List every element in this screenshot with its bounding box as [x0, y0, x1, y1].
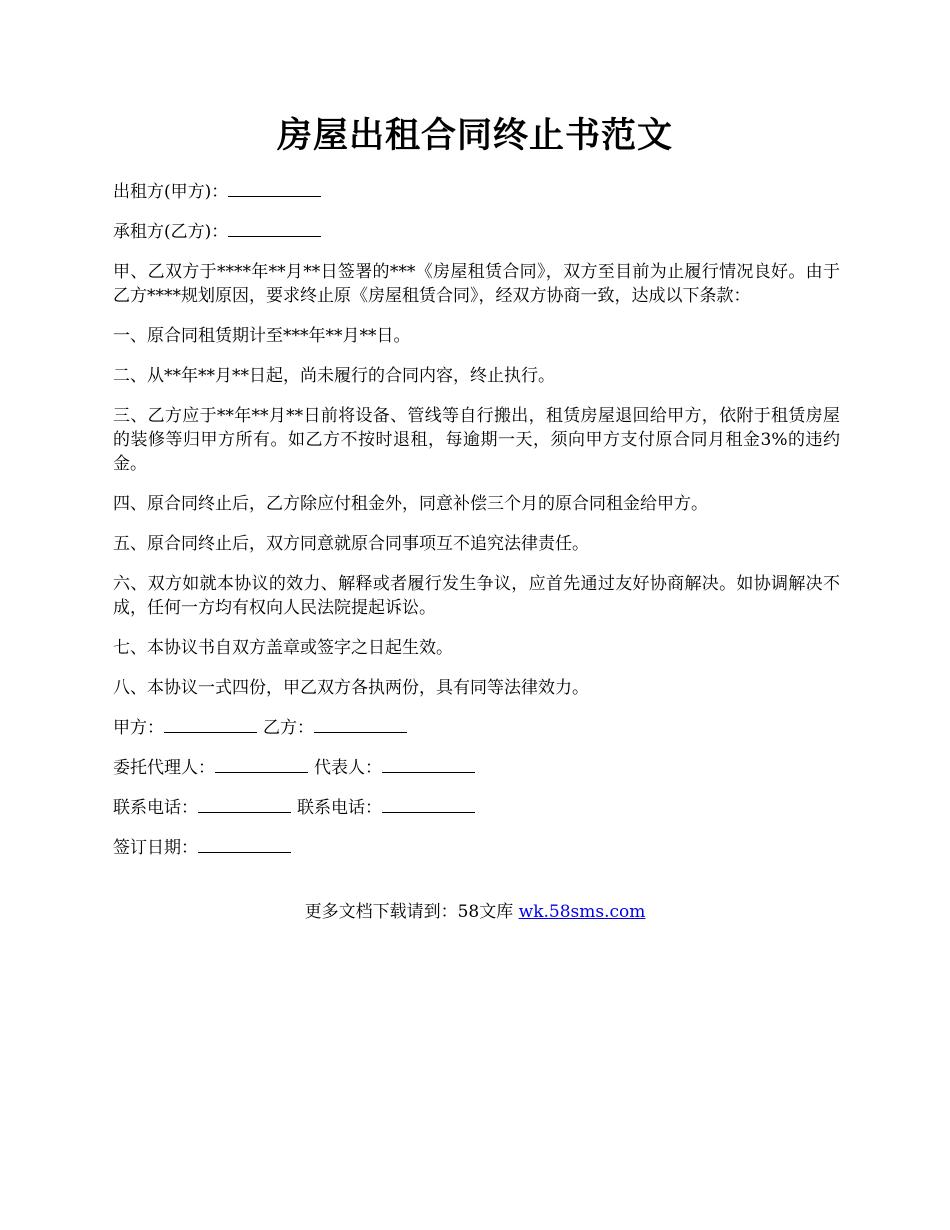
party-a-blank: [164, 718, 257, 733]
clause-7: 七、本协议书自双方盖章或签字之日起生效。: [113, 638, 453, 658]
document-title: 房屋出租合同终止书范文: [276, 115, 673, 156]
clause-4: 四、原合同终止后，乙方除应付租金外，同意补偿三个月的原合同租金给甲方。: [113, 494, 708, 514]
lessee-line: [113, 220, 840, 244]
representative-label: 代表人：: [314, 758, 382, 778]
agent-label: 委托代理人：: [113, 758, 215, 778]
phone-b-label: 联系电话：: [297, 798, 382, 818]
lessor-blank: [228, 182, 321, 197]
lessee-blank: [228, 222, 321, 237]
clause-6: 六、双方如就本协议的效力、解释或者履行发生争议，应首先通过友好协商解决。如协调解决不成，任何一方均有权向人民法院提起诉讼。: [113, 574, 840, 618]
date-blank: [198, 838, 291, 853]
footer-text: 更多文档下载请到：58文库: [304, 902, 519, 922]
date-label: 签订日期：: [113, 838, 198, 858]
lessor-line: [113, 180, 840, 204]
party-a-label: 甲方：: [113, 718, 164, 738]
agent-blank: [215, 758, 308, 773]
footer-note: [0, 900, 950, 924]
signature-date-line: [113, 836, 840, 860]
party-b-label: 乙方：: [263, 718, 314, 738]
phone-a-label: 联系电话：: [113, 798, 198, 818]
intro-paragraph: 甲、乙双方于****年**月**日签署的***《房屋租赁合同》，双方至目前为止履行情况良好。由于乙方****规划原因，要求终止原《房屋租赁合同》，经双方协商一致，达成以下条款：: [113, 262, 840, 306]
phone-a-blank: [198, 798, 291, 813]
document-body: [113, 180, 840, 876]
signature-phone-line: [113, 796, 840, 820]
clause-8: 八、本协议一式四份，甲乙双方各执两份，具有同等法律效力。: [113, 678, 589, 698]
clause-3: 三、乙方应于**年**月**日前将设备、管线等自行搬出，租赁房屋退回给甲方，依附于租赁房屋的装修等归甲方所有。如乙方不按时退租，每逾期一天，须向甲方支付原合同月租金3%的违约金。: [113, 406, 840, 474]
signature-agent-line: [113, 756, 840, 780]
clause-1: 一、原合同租赁期计至***年**月**日。: [113, 326, 411, 346]
lessee-label: 承租方(乙方)：: [113, 222, 229, 242]
footer-link[interactable]: wk.58sms.com: [518, 902, 646, 922]
representative-blank: [382, 758, 475, 773]
phone-b-blank: [382, 798, 475, 813]
clause-2: 二、从**年**月**日起，尚未履行的合同内容，终止执行。: [113, 366, 555, 386]
lessor-label: 出租方(甲方)：: [113, 182, 229, 202]
signature-parties-line: [113, 716, 840, 740]
party-b-blank: [314, 718, 407, 733]
clause-5: 五、原合同终止后，双方同意就原合同事项互不追究法律责任。: [113, 534, 589, 554]
